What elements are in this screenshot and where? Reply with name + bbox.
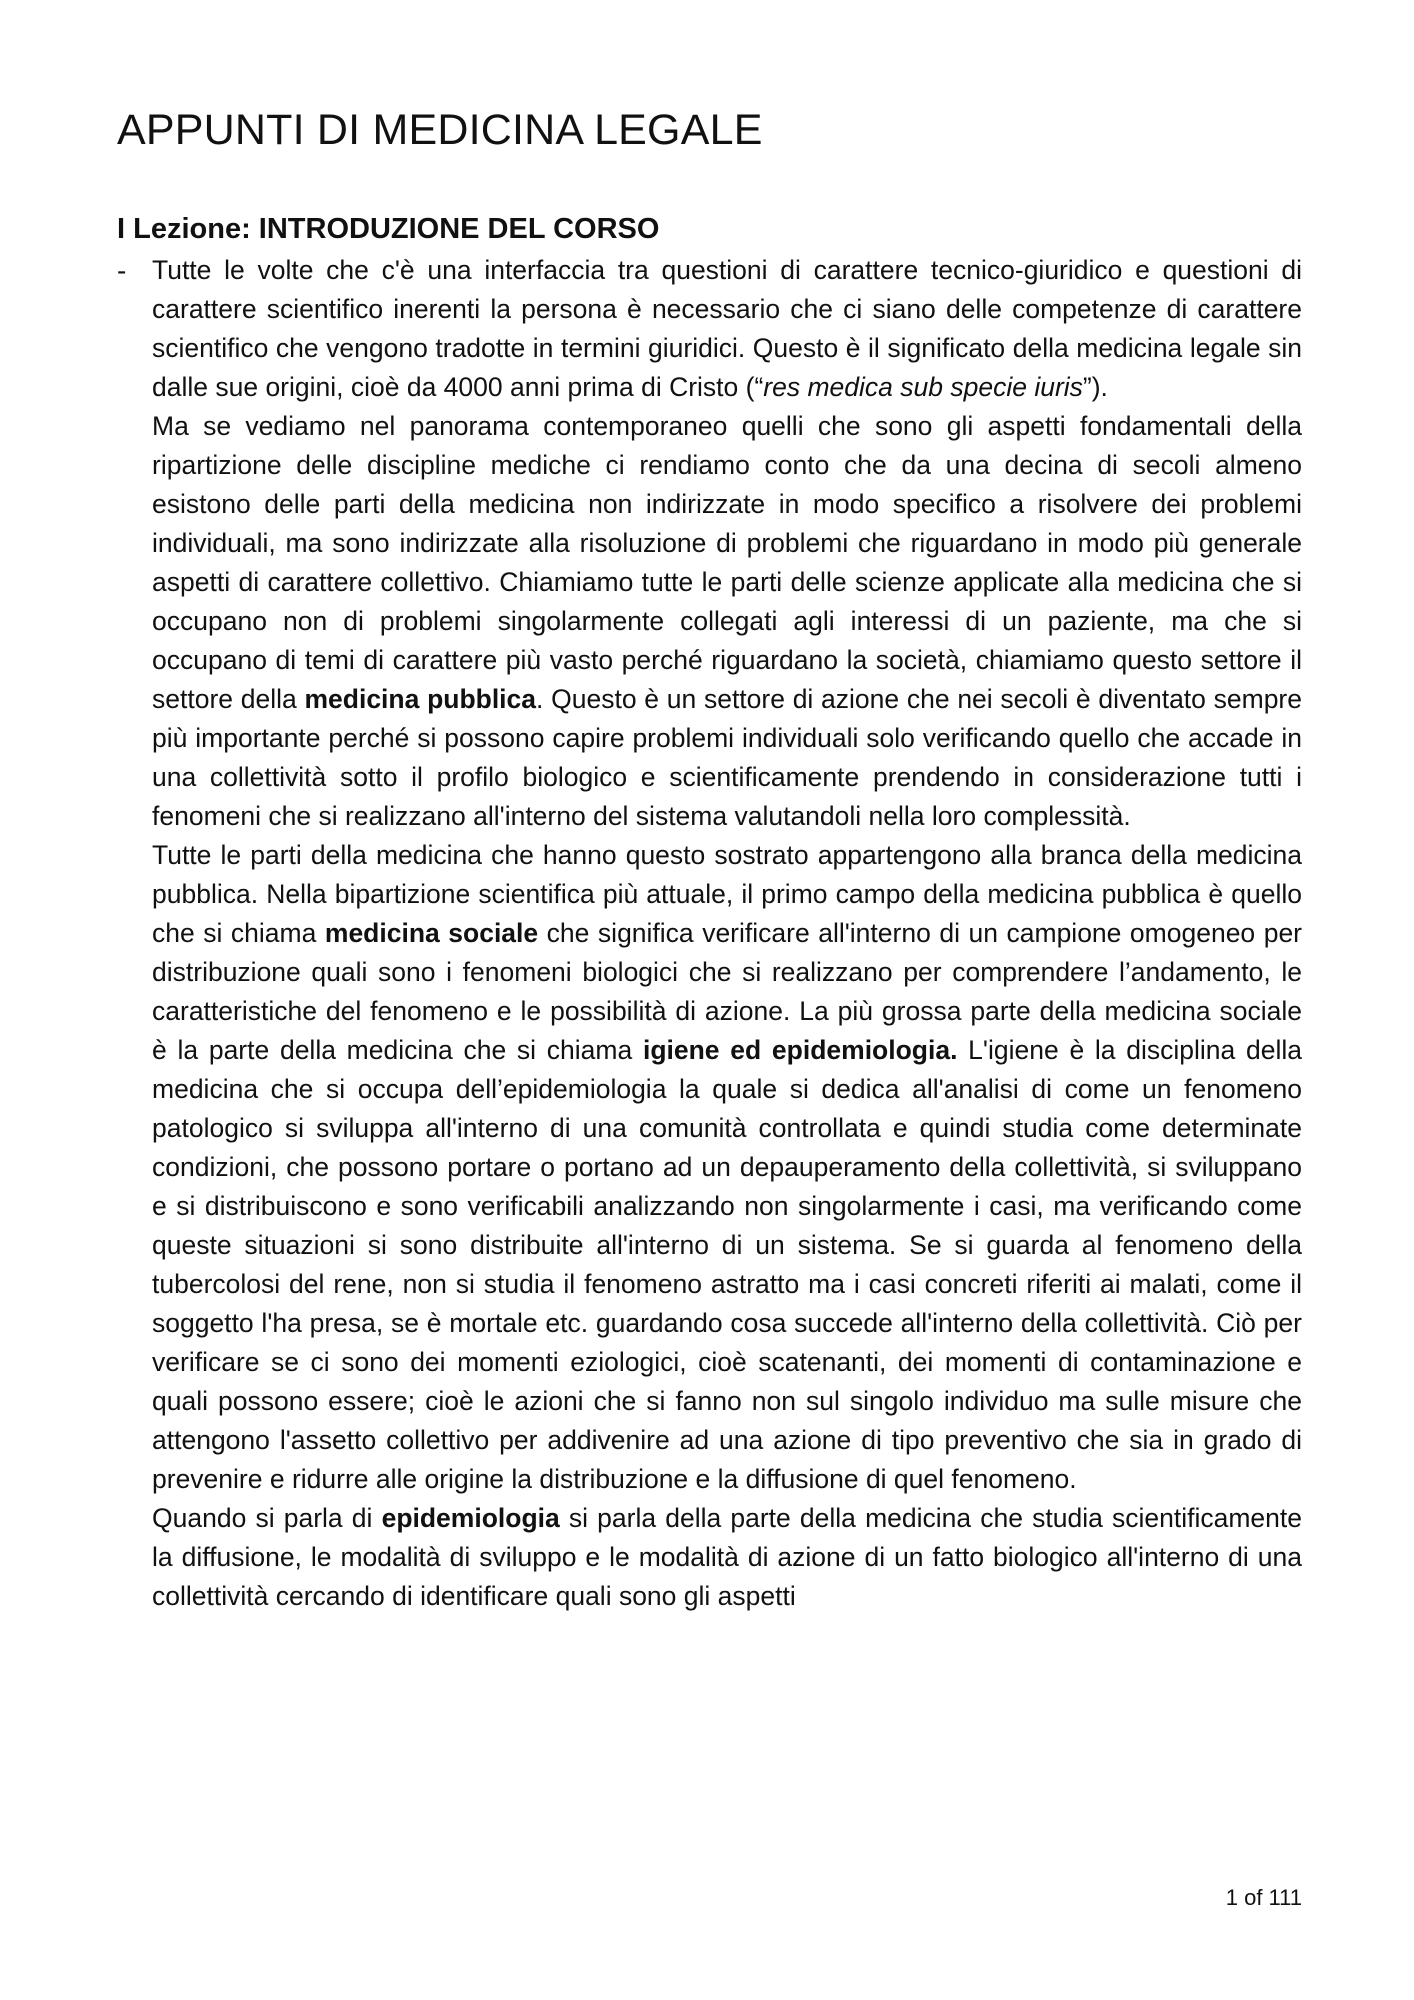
bullet-dash: -	[117, 255, 127, 286]
text-run: Tutte le volte che c'è una interfaccia tra questioni di carattere tecnico-giuridico e questioni di carattere scientifico inerenti la persona è necessario che ci siano delle competenze di carattere scientifico che vengono tradotte in termini giuridici. Questo è il significato della medicina legale sin dalle sue origini, cioè da 4000 anni prima di Cristo (“	[152, 255, 1302, 402]
section-heading: I Lezione: INTRODUZIONE DEL CORSO	[117, 213, 660, 245]
bold-term: epidemiologia	[381, 1503, 560, 1533]
bold-term: medicina pubblica	[304, 684, 537, 714]
italic-phrase: res medica sub specie iuris	[763, 372, 1083, 402]
document-title: APPUNTI DI MEDICINA LEGALE	[117, 106, 763, 154]
page-number: 1 of 111	[1225, 1885, 1302, 1910]
text-run: che significa verificare all'interno di un campione omogeneo per distribuzione quali sono i fenomeni biologici che si realizzano per comprendere l’andamento, le caratteristiche del fenomeno e le possibilità di azione. La più grossa parte della medicina sociale è la parte della medicina che si chiama	[152, 918, 1303, 1065]
paragraph	[152, 407, 1302, 836]
text-run: Ma se vediamo nel panorama contemporaneo quelli che sono gli aspetti fondamentali della ripartizione delle discipline mediche ci rendiamo conto che da una decina di secoli almeno esistono delle parti della medicina non indirizzate in modo specifico a risolvere dei problemi individuali, ma sono indirizzate alla risoluzione di problemi che riguardano in modo più generale aspetti di carattere collettivo. Chiamiamo tutte le parti delle scienze applicate alla medicina che si occupano non di problemi singolarmente collegati agli interessi di un paziente, ma che si occupano di temi di carattere più vasto perché riguardano la società, chiamiamo questo settore il settore della	[152, 411, 1302, 714]
paragraph	[152, 1499, 1302, 1616]
paragraph	[152, 251, 1302, 407]
text-run: ”).	[1082, 372, 1108, 402]
text-run: si parla della parte della medicina che studia scientificamente la diffusione, le modalità di sviluppo e le modalità di azione di un fatto biologico all'interno di una collettività cercando di identificare quali sono gli aspetti	[152, 1503, 1302, 1611]
bold-term: igiene ed epidemiologia.	[642, 1035, 958, 1065]
text-run: Tutte le parti della medicina che hanno questo sostrato appartengono alla branca della medicina pubblica. Nella bipartizione scientifica più attuale, il primo campo della medicina pubblica è quello che si chiama	[152, 840, 1302, 948]
bold-term: medicina sociale	[324, 918, 539, 948]
bullet-item	[117, 251, 1302, 1616]
paragraph-list	[152, 251, 1302, 1616]
text-run: Quando si parla di	[152, 1503, 382, 1533]
text-run: L'igiene è la disciplina della medicina che si occupa dell’epidemiologia la quale si dedica all'analisi di come un fenomeno patologico si sviluppa all'interno di una comunità controllata e quindi studia come determinate condizioni, che possono portare o portano ad un depauperamento della collettività, si sviluppano e si distribuiscono e sono verificabili analizzando non singolarmente i casi, ma verificando come queste situazioni si sono distribuite all'interno di un sistema. Se si guarda al fenomeno della tubercolosi del rene, non si studia il fenomeno astratto ma i casi concreti riferiti ai malati, come il soggetto l'ha presa, se è mortale etc. guardando cosa succede all'interno della collettività. Ciò per verificare se ci sono dei momenti eziologici, cioè scatenanti, dei momenti di contaminazione e quali possono essere; cioè le azioni che si fanno non sul singolo individuo ma sulle misure che attengono l'assetto collettivo per addivenire ad una azione di tipo preventivo che sia in grado di prevenire e ridurre alle origine la distribuzione e la diffusione di quel fenomeno.	[152, 1035, 1302, 1494]
document-body	[117, 211, 1302, 1616]
text-run: . Questo è un settore di azione che nei secoli è diventato sempre più importante perché si possono capire problemi individuali solo verificando quello che accade in una collettività sotto il profilo biologico e scientificamente prendendo in considerazione tutti i fenomeni che si realizzano all'interno del sistema valutandoli nella loro complessità.	[152, 684, 1302, 831]
paragraph	[152, 836, 1302, 1499]
